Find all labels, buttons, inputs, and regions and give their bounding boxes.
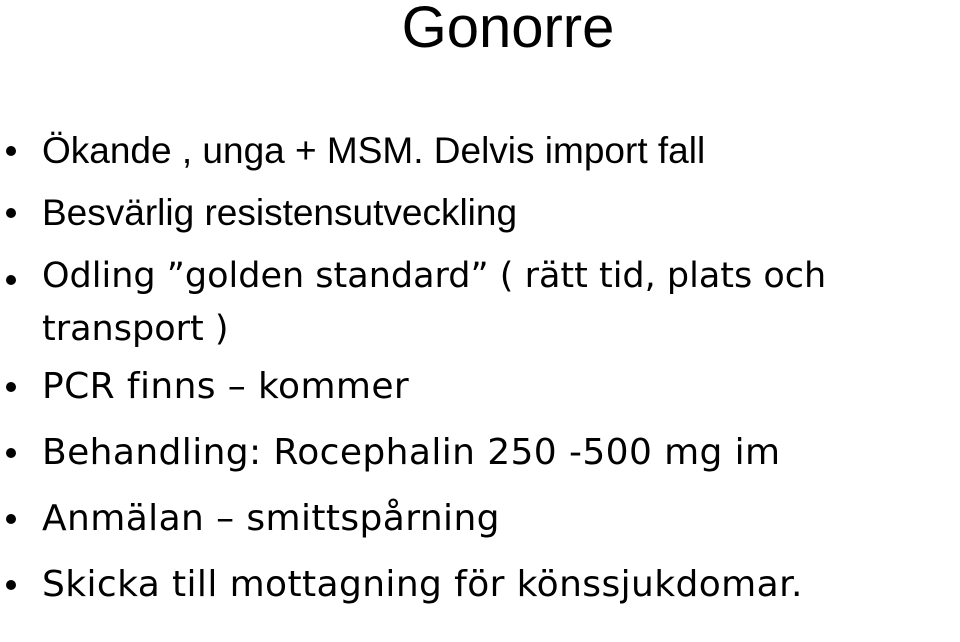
bullet-text: PCR finns – kommer <box>42 366 410 407</box>
bullet-icon <box>6 514 16 524</box>
bullet-item <box>0 126 960 176</box>
bullet-item <box>0 250 960 357</box>
bullet-text: Besvärlig resistensutveckling <box>42 192 518 233</box>
bullet-text: Ökande , unga + MSM. Delvis import fall <box>42 130 706 171</box>
bullet-item <box>0 491 960 547</box>
bullet-text: Anmälan – smittspårning <box>42 498 500 539</box>
bullet-icon <box>6 208 16 218</box>
slide-title: Gonorre <box>401 0 615 60</box>
bullet-item <box>0 359 960 415</box>
bullet-item <box>0 425 960 481</box>
bullet-text: Behandling: Rocephalin 250 -500 mg im <box>42 432 781 473</box>
bullet-icon <box>6 448 16 458</box>
bullet-text-continuation: transport ) <box>42 309 229 349</box>
bullet-icon <box>6 275 16 285</box>
bullet-text: Skicka till mottagning för könssjukdomar. <box>42 564 803 605</box>
bullet-icon <box>6 382 16 392</box>
bullet-text: Odling ”golden standard” ( rätt tid, plats och <box>42 256 827 296</box>
bullet-item <box>0 557 960 613</box>
bullet-icon <box>6 146 16 156</box>
bullet-icon <box>6 580 16 590</box>
bullet-item <box>0 188 960 238</box>
bullet-list <box>0 126 960 623</box>
